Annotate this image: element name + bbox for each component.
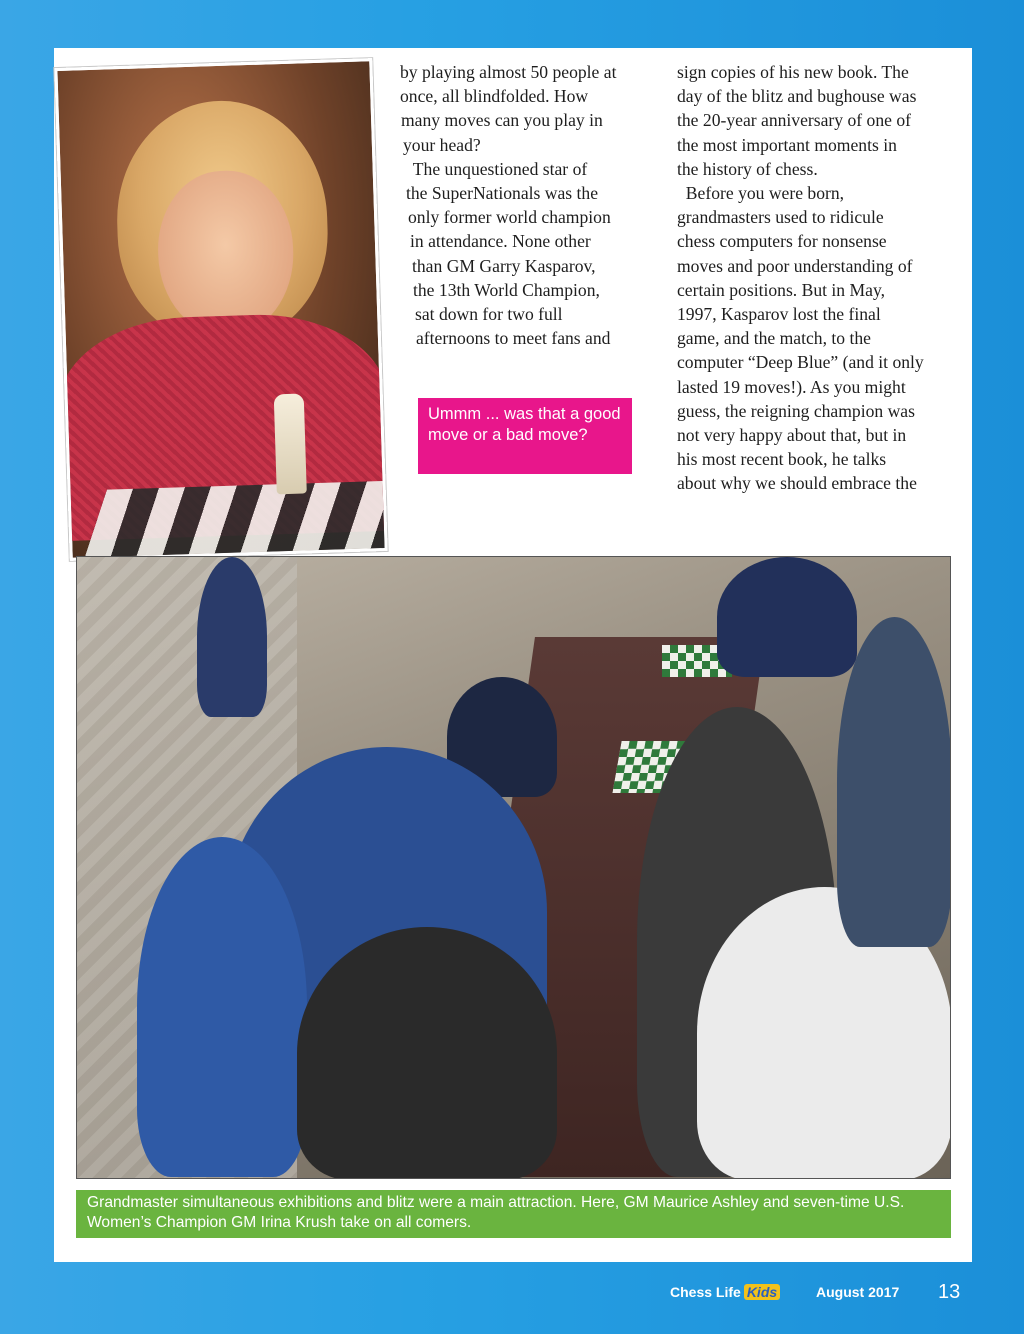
text-line: The unquestioned star of	[404, 158, 588, 179]
page-number: 13	[938, 1281, 961, 1303]
footer-magazine-title: Chess Life	[670, 1284, 741, 1300]
text-line: his most recent book, he talks	[677, 449, 887, 470]
article-column-1	[400, 60, 660, 350]
text-line: only former world champion	[408, 207, 611, 228]
photo-person	[297, 927, 557, 1179]
text-line: than GM Garry Kasparov,	[412, 255, 596, 276]
text-line: by playing almost 50 people at	[400, 62, 617, 82]
text-line: Before you were born,	[677, 183, 845, 204]
photo-person	[837, 617, 951, 947]
footer-issue-date: August 2017	[816, 1284, 900, 1300]
girl-chess-photo	[54, 58, 387, 561]
text-line: grandmasters used to ridicule	[677, 207, 884, 228]
footer-magazine-name	[670, 1284, 780, 1308]
photo-caption: Grandmaster simultaneous exhibitions and blitz were a main attraction. Here, GM Maurice Ashley and seven-time U.S. Women’s Champion GM Irina Krush take on all comers.	[76, 1190, 951, 1238]
photo-king-piece	[274, 393, 307, 494]
text-line: the SuperNationals was the	[406, 183, 599, 204]
photo-person	[197, 557, 267, 717]
photo-chessboard	[77, 480, 388, 561]
text-line: the 20-year anniversary of one of	[677, 110, 911, 131]
text-line: game, and the match, to the	[677, 328, 871, 349]
text-line: day of the blitz and bughouse was	[677, 86, 917, 107]
text-line: moves and poor understanding of	[677, 255, 913, 276]
text-line: chess computers for nonsense	[677, 231, 887, 252]
pull-quote-callout: Ummm ... was that a good move or a bad move?	[418, 398, 632, 474]
text-line: not very happy about that, but in	[677, 425, 907, 446]
text-line: certain positions. But in May,	[677, 279, 886, 300]
text-line: sat down for two full	[415, 304, 563, 325]
kids-badge: Kids	[744, 1284, 780, 1300]
article-column-2	[677, 60, 962, 496]
text-line: many moves can you play in	[401, 110, 603, 131]
simul-exhibition-photo	[76, 556, 951, 1179]
text-line: the history of chess.	[677, 158, 818, 179]
photo-person	[137, 837, 307, 1177]
text-line: the most important moments in	[677, 134, 897, 155]
text-line: computer “Deep Blue” (and it only	[677, 352, 924, 373]
text-line: about why we should embrace the	[677, 473, 917, 494]
text-line: in attendance. None other	[410, 231, 591, 252]
text-line: 1997, Kasparov lost the final	[677, 304, 881, 325]
text-line: guess, the reigning champion was	[677, 400, 915, 421]
text-line: once, all blindfolded. How	[400, 86, 589, 107]
text-line: sign copies of his new book. The	[677, 62, 909, 82]
text-line: your head?	[403, 134, 481, 155]
text-line: afternoons to meet fans and	[416, 328, 611, 349]
photo-person	[717, 557, 857, 677]
text-line: lasted 19 moves!). As you might	[677, 376, 906, 397]
text-line: the 13th World Champion,	[413, 279, 600, 300]
